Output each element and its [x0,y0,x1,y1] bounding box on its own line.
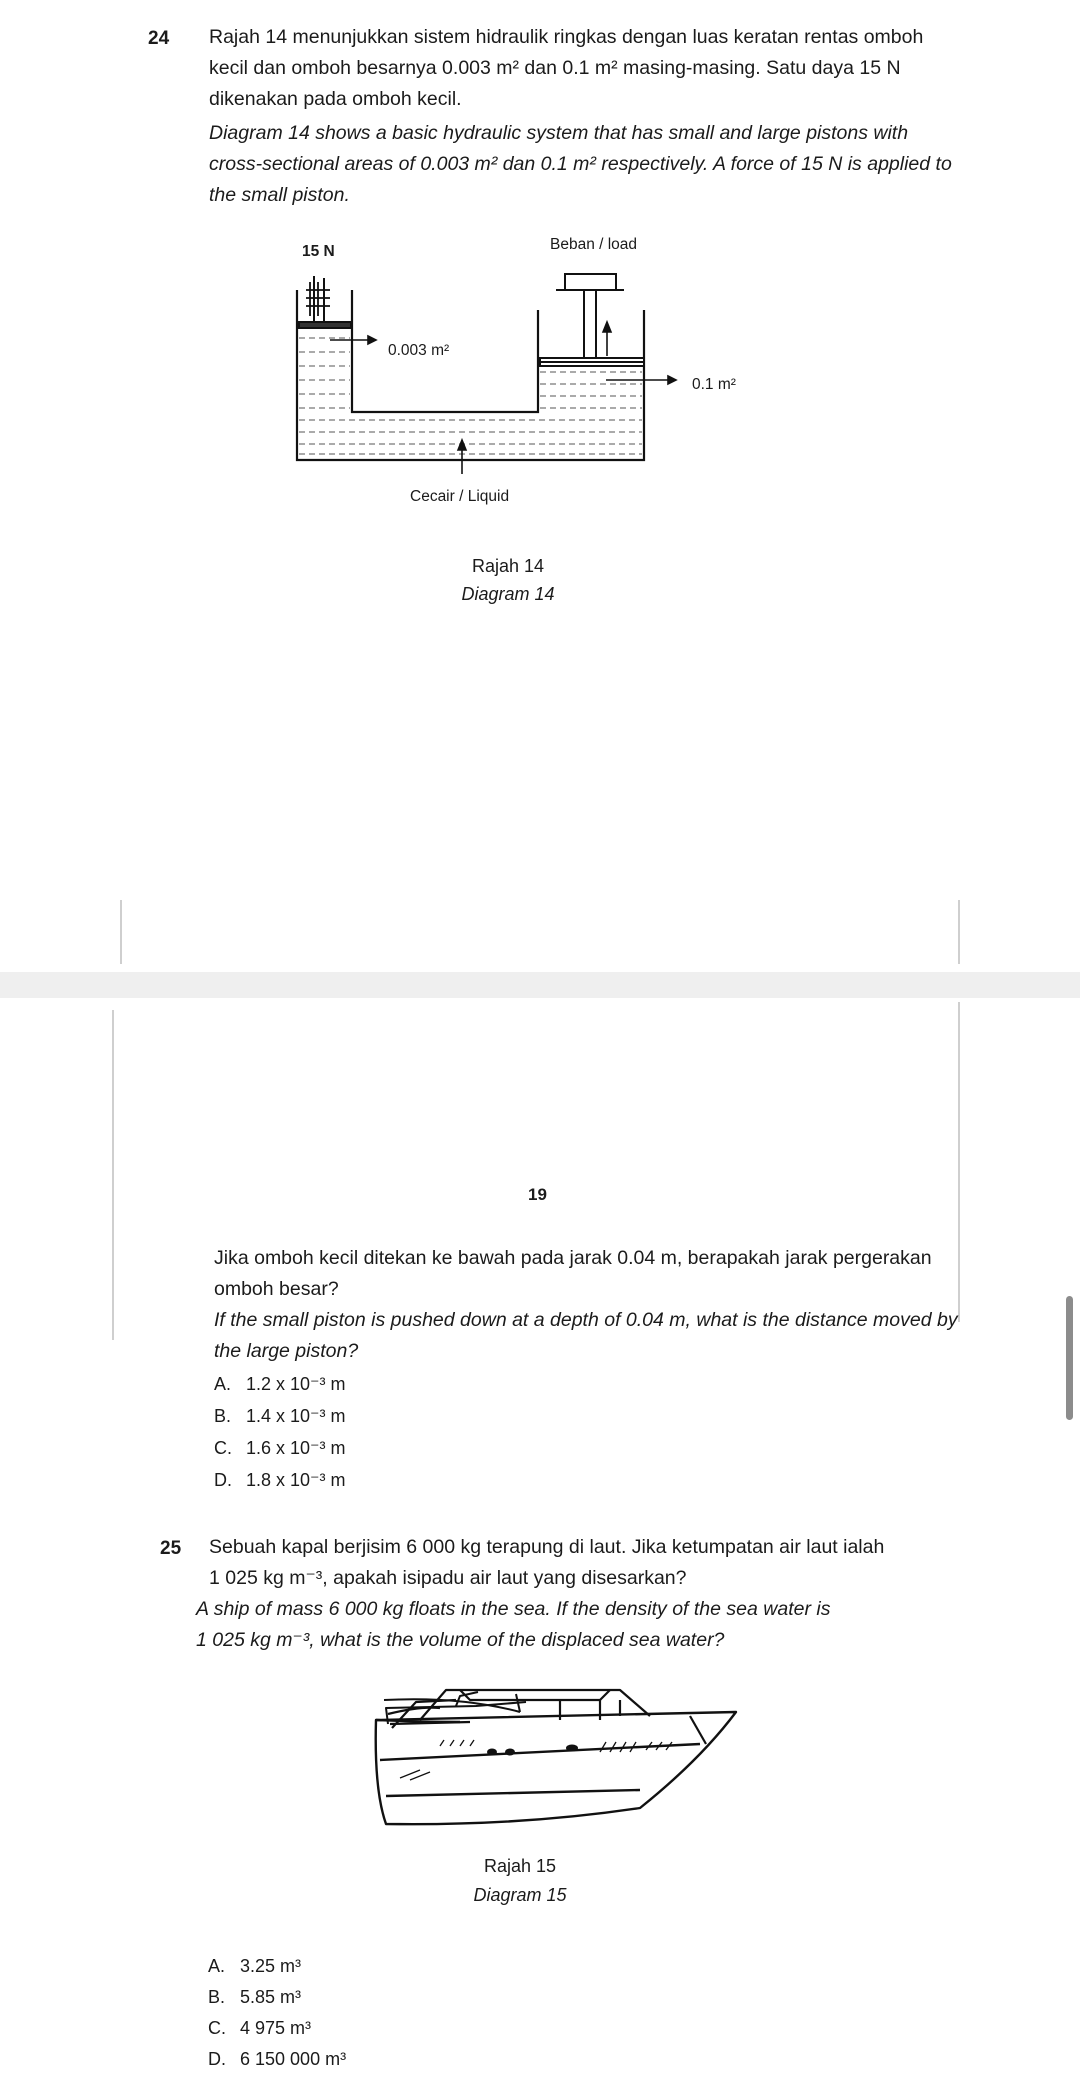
large-area-label: 0.1 m² [692,376,736,393]
q25-option-c[interactable] [208,2018,311,2039]
question-24-number: 24 [148,28,170,49]
q24-malay-line: dikenakan pada omboh kecil. [209,88,462,110]
diagram-14-caption-english: Diagram 14 [461,584,555,604]
option-text: 1.6 x 10⁻³ m [246,1438,346,1458]
option-letter: C. [208,2018,226,2038]
q25-english-line: 1 025 kg m⁻³, what is the volume of the displaced sea water? [196,1629,725,1651]
question-25-number: 25 [160,1538,182,1559]
option-text: 3.25 m³ [240,1956,302,1976]
option-text: 4 975 m³ [240,2018,312,2038]
diagram-15-caption-malay: Rajah 15 [483,1856,557,1876]
option-text: 1.8 x 10⁻³ m [246,1470,346,1490]
q25-option-a[interactable] [208,1956,301,1977]
option-letter: D. [208,2049,226,2069]
q24-malay-line: kecil dan omboh besarnya 0.003 m² dan 0.1 m² masing-masing. Satu daya 15 N [209,57,901,79]
diagram-14-caption-malay: Rajah 14 [471,556,545,576]
load-label: Beban / load [550,236,638,253]
option-letter: B. [208,1987,226,2007]
q24-follow-malay-line: Jika omboh kecil ditekan ke bawah pada jarak 0.04 m, berapakah jarak pergerakan [214,1247,932,1269]
ship-hatching [400,1740,672,1780]
q25-malay-line: 1 025 kg m⁻³, apakah isipadu air laut yang disesarkan? [209,1567,687,1589]
q25-english-line: A ship of mass 6 000 kg floats in the sea. If the density of the sea water is [196,1598,831,1620]
force-label: 15 N [302,243,335,260]
q24-english-line: the small piston. [209,184,350,206]
page-number: 19 [528,1185,547,1204]
q24-english-line: cross-sectional areas of 0.003 m² dan 0.1 m² respectively. A force of 15 N is applied to [209,153,952,175]
option-letter: A. [208,1956,226,1976]
q24-follow-english-line: the large piston? [214,1340,359,1362]
option-text: 5.85 m³ [240,1987,302,2007]
diagram-15-caption-english: Diagram 15 [473,1885,567,1905]
ship-hull [376,1712,736,1824]
option-text: 6 150 000 m³ [240,2049,347,2069]
q25-option-d[interactable] [208,2049,346,2070]
q24-malay-line: Rajah 14 menunjukkan sistem hidraulik ringkas dengan luas keratan rentas omboh [209,26,924,48]
option-letter: A. [214,1374,232,1394]
small-area-label: 0.003 m² [388,342,450,359]
q24-follow-malay-line: omboh besar? [214,1278,339,1300]
option-text: 1.2 x 10⁻³ m [246,1374,346,1394]
q25-option-b[interactable] [208,1987,301,2008]
option-letter: D. [214,1470,232,1490]
liquid-label: Cecair / Liquid [410,488,510,505]
scrollbar-thumb[interactable] [1066,1296,1073,1420]
option-letter: C. [214,1438,232,1458]
option-letter: B. [214,1406,232,1426]
q25-malay-line: Sebuah kapal berjisim 6 000 kg terapung di laut. Jika ketumpatan air laut ialah [209,1536,885,1558]
q24-english-line: Diagram 14 shows a basic hydraulic system that has small and large pistons with [209,122,909,144]
option-text: 1.4 x 10⁻³ m [246,1406,346,1426]
q24-follow-english-line: If the small piston is pushed down at a depth of 0.04 m, what is the distance moved by [214,1309,958,1331]
